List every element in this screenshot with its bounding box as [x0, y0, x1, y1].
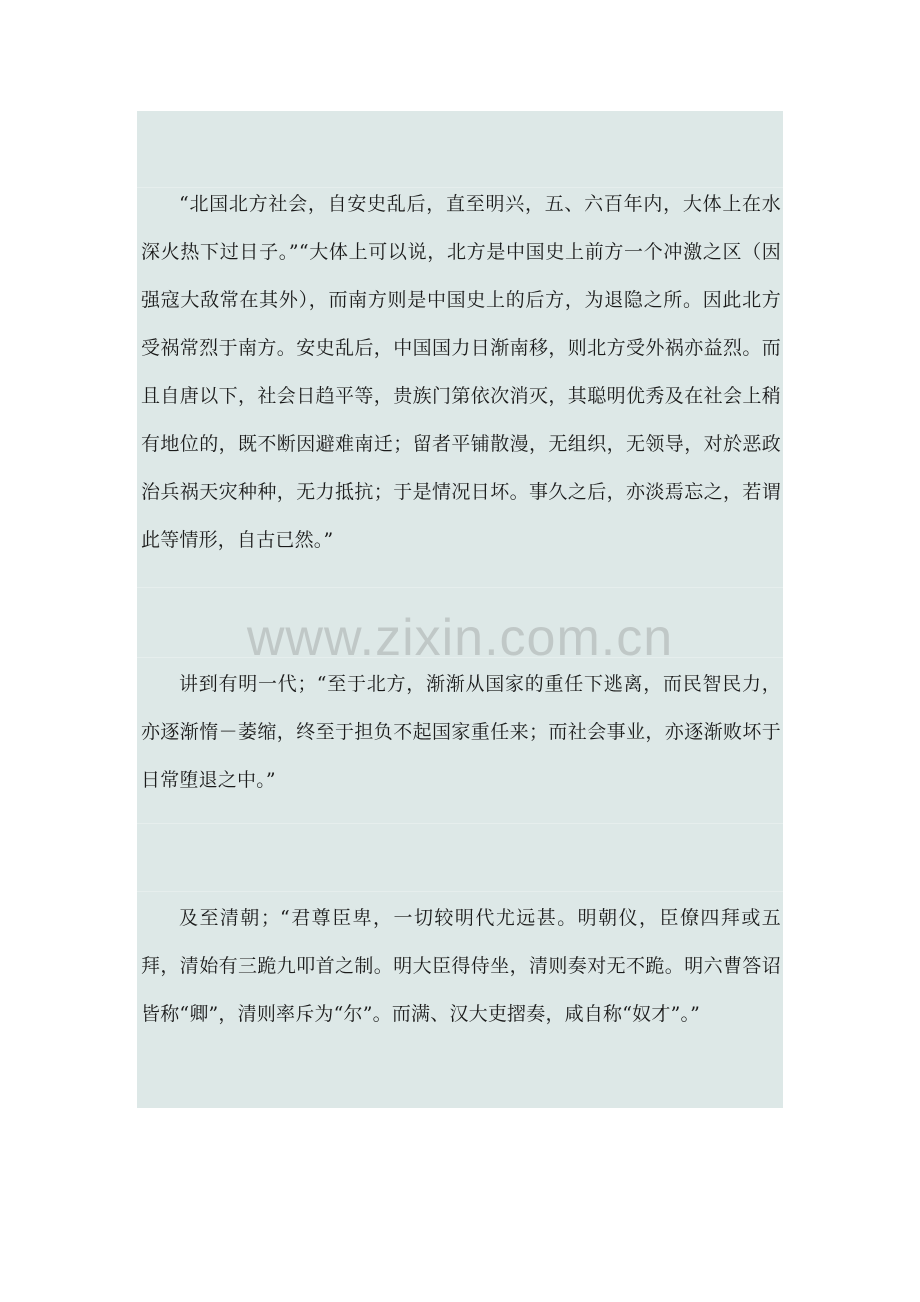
document-panel — [137, 111, 783, 1108]
row-divider — [137, 891, 783, 892]
paragraph-qing: 及至清朝；“君尊臣卑，一切较明代尤远甚。明朝仪，臣僚四拜或五拜，清始有三跪九叩首之制。明大臣得侍坐，清则奏对无不跪。明六曹答诏皆称“卿”，清则率斥为“尔”。而满、汉大吏摺奏，咸自称“奴才”。” — [141, 907, 781, 1025]
paragraph-ming: 讲到有明一代；“至于北方，渐渐从国家的重任下逃离，而民智民力，亦逐渐惰－萎缩，终至于担负不起国家重任来；而社会事业，亦逐渐败坏于日常堕退之中。” — [141, 673, 781, 791]
paragraph-north: “北国北方社会，自安史乱后，直至明兴，五、六百年内，大体上在水深火热下过日子。”“大体上可以说，北方是中国史上前方一个冲激之区（因强寇大敌常在其外），而南方则是中国史上的后方，为退隐之所。因此北方受祸常烈于南方。安史乱后，中国国力日渐南移，则北方受外祸亦益烈。而且自唐以下，社会日趋平等，贵族门第依次消灭，其聪明优秀及在社会上稍有地位的，既不断因避难南迁；留者平铺散漫，无组织，无领导，对於恶政治兵祸天灾种种，无力抵抗；于是情况日坏。事久之后，亦淡焉忘之，若谓此等情形，自古已然。” — [141, 193, 781, 551]
watermark: www.zixin.com.cn — [246, 609, 674, 667]
row-divider — [137, 587, 783, 588]
row-divider — [137, 823, 783, 824]
